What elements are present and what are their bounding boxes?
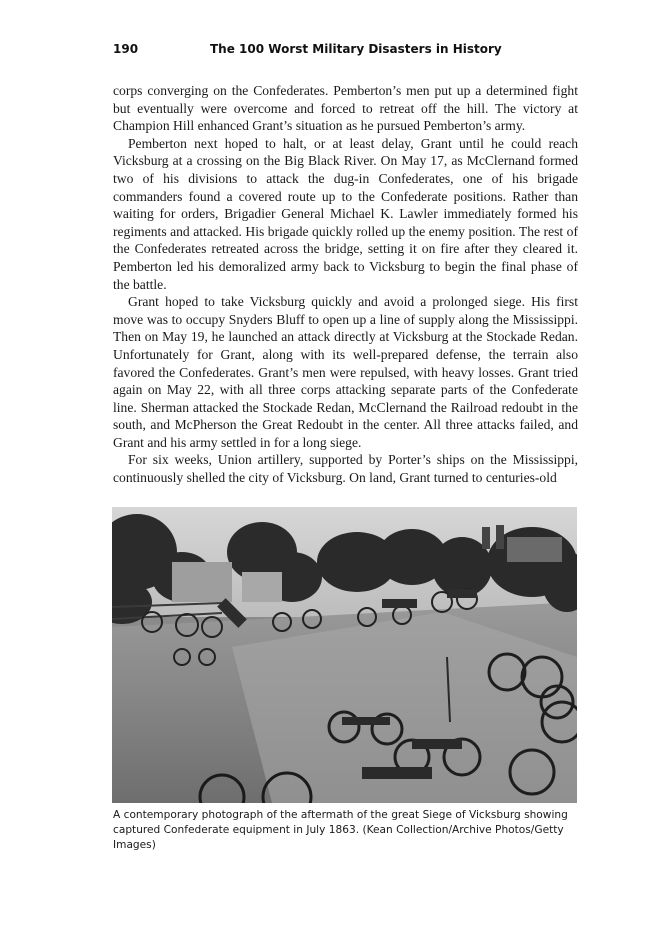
figure-caption: A contemporary photograph of the aftermath of the great Siege of Vicksburg showing captured Confederate equipment in July 1863. (Kean Collection/Archive Photos/Getty Images) — [113, 809, 568, 851]
page-number: 190 — [113, 42, 139, 56]
paragraph: For six weeks, Union artillery, supported by Porter’s ships on the Mississippi, continuously shelled the city of Vicksburg. On land, Grant turned to centuries-old — [113, 452, 578, 486]
paragraph: corps converging on the Confederates. Pemberton’s men put up a determined fight but eventually were overcome and forced to retreat off the hill. The victory at Champion Hill enhanced Grant’s situation as he pursued Pemberton’s army. — [113, 83, 578, 134]
historical-photograph — [112, 507, 577, 803]
book-title: The 100 Worst Military Disasters in History — [210, 42, 502, 56]
paragraph: Pemberton next hoped to halt, or at least delay, Grant until he could reach Vicksburg at a crossing on the Big Black River. On May 17, as McClernand formed two of his divisions to attack the dug-in Confederates, one of his brigade commanders found a covered route up to the Confederate positions. Rather than waiting for orders, Brigadier General Michael K. Lawler immediately formed his regiments and attacked. His brigade quickly rolled up the enemy position. The rest of the Confederates retreated across the bridge, setting it on fire after they cleared it. Pemberton led his demoralized army back to Vicksburg to begin the final phase of the battle. — [113, 135, 578, 292]
running-header — [113, 42, 578, 62]
paragraph: Grant hoped to take Vicksburg quickly and avoid a prolonged siege. His first move was to occupy Snyders Bluff to open up a line of supply along the Mississippi. Then on May 19, he launched an attack directly at Vicksburg at the Stockade Redan. Unfortunately for Grant, along with its well-prepared defense, the terrain also favored the Confederates. Grant’s men were repulsed, with heavy losses. Grant tried again on May 22, with all three corps attacking separate parts of the Confederate line. Sherman attacked the Stockade Redan, McClernand the Railroad redoubt in the south, and McPherson the Great Redoubt in the center. All three attacks failed, and Grant and his army settled in for a long siege. — [113, 294, 578, 450]
body-text — [113, 82, 578, 487]
